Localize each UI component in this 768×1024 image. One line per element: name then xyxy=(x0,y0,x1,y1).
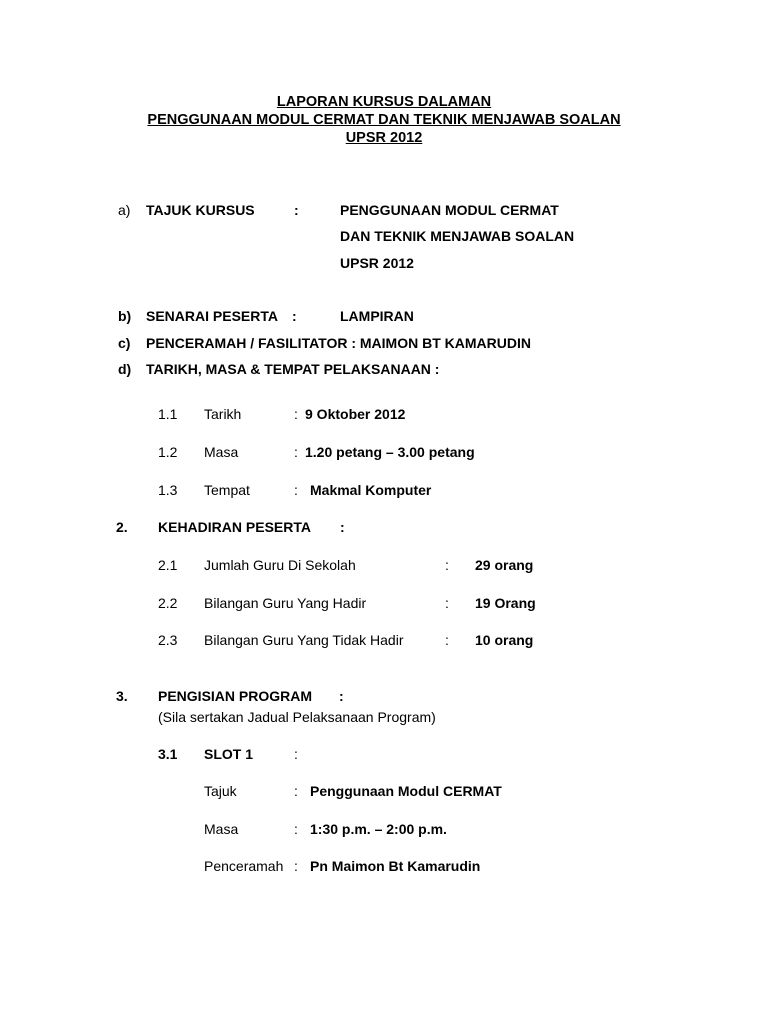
item-1-1-num: 1.1 xyxy=(158,406,178,422)
slot-1-penceramah-label: Penceramah xyxy=(204,858,284,874)
item-1-2-value: 1.20 petang – 3.00 petang xyxy=(305,444,475,460)
section-a-value-2: DAN TEKNIK MENJAWAB SOALAN xyxy=(340,228,575,244)
item-1-3-value: Makmal Komputer xyxy=(310,482,432,498)
slot-1-penceramah-colon: : xyxy=(294,858,298,874)
item-1-3-colon: : xyxy=(294,482,298,498)
item-2-1-label: Jumlah Guru Di Sekolah xyxy=(204,557,356,573)
item-2-3-colon: : xyxy=(445,632,449,648)
section-a-marker: a) xyxy=(118,202,131,218)
item-2-2-value: 19 Orang xyxy=(475,595,536,611)
slot-1-penceramah-value: Pn Maimon Bt Kamarudin xyxy=(310,858,481,874)
section-a-value-1: PENGGUNAAN MODUL CERMAT xyxy=(340,202,559,218)
report-title: LAPORAN KURSUS DALAMAN xyxy=(276,94,492,110)
section-a-colon: : xyxy=(294,202,299,218)
section-c-text: PENCERAMAH / FASILITATOR : MAIMON BT KAMARUDIN xyxy=(146,335,531,351)
slot-1-tajuk-colon: : xyxy=(294,783,298,799)
slot-1-tajuk-label: Tajuk xyxy=(204,783,237,799)
section-d-text: TARIKH, MASA & TEMPAT PELAKSANAAN : xyxy=(146,361,440,377)
section-3-heading: PENGISIAN PROGRAM xyxy=(158,688,313,704)
section-b-colon: : xyxy=(292,308,297,324)
item-2-2-label: Bilangan Guru Yang Hadir xyxy=(204,595,367,611)
section-a-label: TAJUK KURSUS xyxy=(146,202,255,218)
item-1-2-num: 1.2 xyxy=(158,444,178,460)
item-2-1-colon: : xyxy=(445,557,449,573)
item-2-3-num: 2.3 xyxy=(158,632,178,648)
slot-1-masa-value: 1:30 p.m. – 2:00 p.m. xyxy=(310,821,447,837)
section-2-marker: 2. xyxy=(116,519,128,535)
section-d-marker: d) xyxy=(118,361,132,377)
item-1-3-label: Tempat xyxy=(204,482,250,498)
slot-1-label: SLOT 1 xyxy=(204,746,254,762)
report-subtitle: PENGGUNAAN MODUL CERMAT DAN TEKNIK MENJAWAB SOALAN xyxy=(147,112,621,128)
item-1-3-num: 1.3 xyxy=(158,482,178,498)
item-1-1-value: 9 Oktober 2012 xyxy=(305,406,406,422)
section-3-colon: : xyxy=(339,688,344,704)
report-subtitle-year: UPSR 2012 xyxy=(345,130,423,146)
item-1-2-label: Masa xyxy=(204,444,239,460)
slot-1-masa-label: Masa xyxy=(204,821,239,837)
section-3-note: (Sila sertakan Jadual Pelaksanaan Program) xyxy=(158,709,436,725)
slot-1-colon: : xyxy=(294,746,298,762)
item-2-3-label: Bilangan Guru Yang Tidak Hadir xyxy=(204,632,404,648)
item-2-1-value: 29 orang xyxy=(475,557,534,573)
section-a-value-3: UPSR 2012 xyxy=(340,255,414,271)
section-3-marker: 3. xyxy=(116,688,128,704)
item-1-1-label: Tarikh xyxy=(204,406,242,422)
section-2-colon: : xyxy=(340,519,345,535)
slot-1-num: 3.1 xyxy=(158,746,178,762)
section-2-heading: KEHADIRAN PESERTA xyxy=(158,519,311,535)
item-2-3-value: 10 orang xyxy=(475,632,534,648)
section-b-label: SENARAI PESERTA xyxy=(146,308,278,324)
section-b-marker: b) xyxy=(118,308,132,324)
item-2-2-colon: : xyxy=(445,595,449,611)
section-c-marker: c) xyxy=(118,335,131,351)
item-2-1-num: 2.1 xyxy=(158,557,178,573)
item-1-2-colon: : xyxy=(294,444,298,460)
slot-1-masa-colon: : xyxy=(294,821,298,837)
item-2-2-num: 2.2 xyxy=(158,595,178,611)
item-1-1-colon: : xyxy=(294,406,298,422)
section-b-value: LAMPIRAN xyxy=(340,308,414,324)
slot-1-tajuk-value: Penggunaan Modul CERMAT xyxy=(310,783,502,799)
